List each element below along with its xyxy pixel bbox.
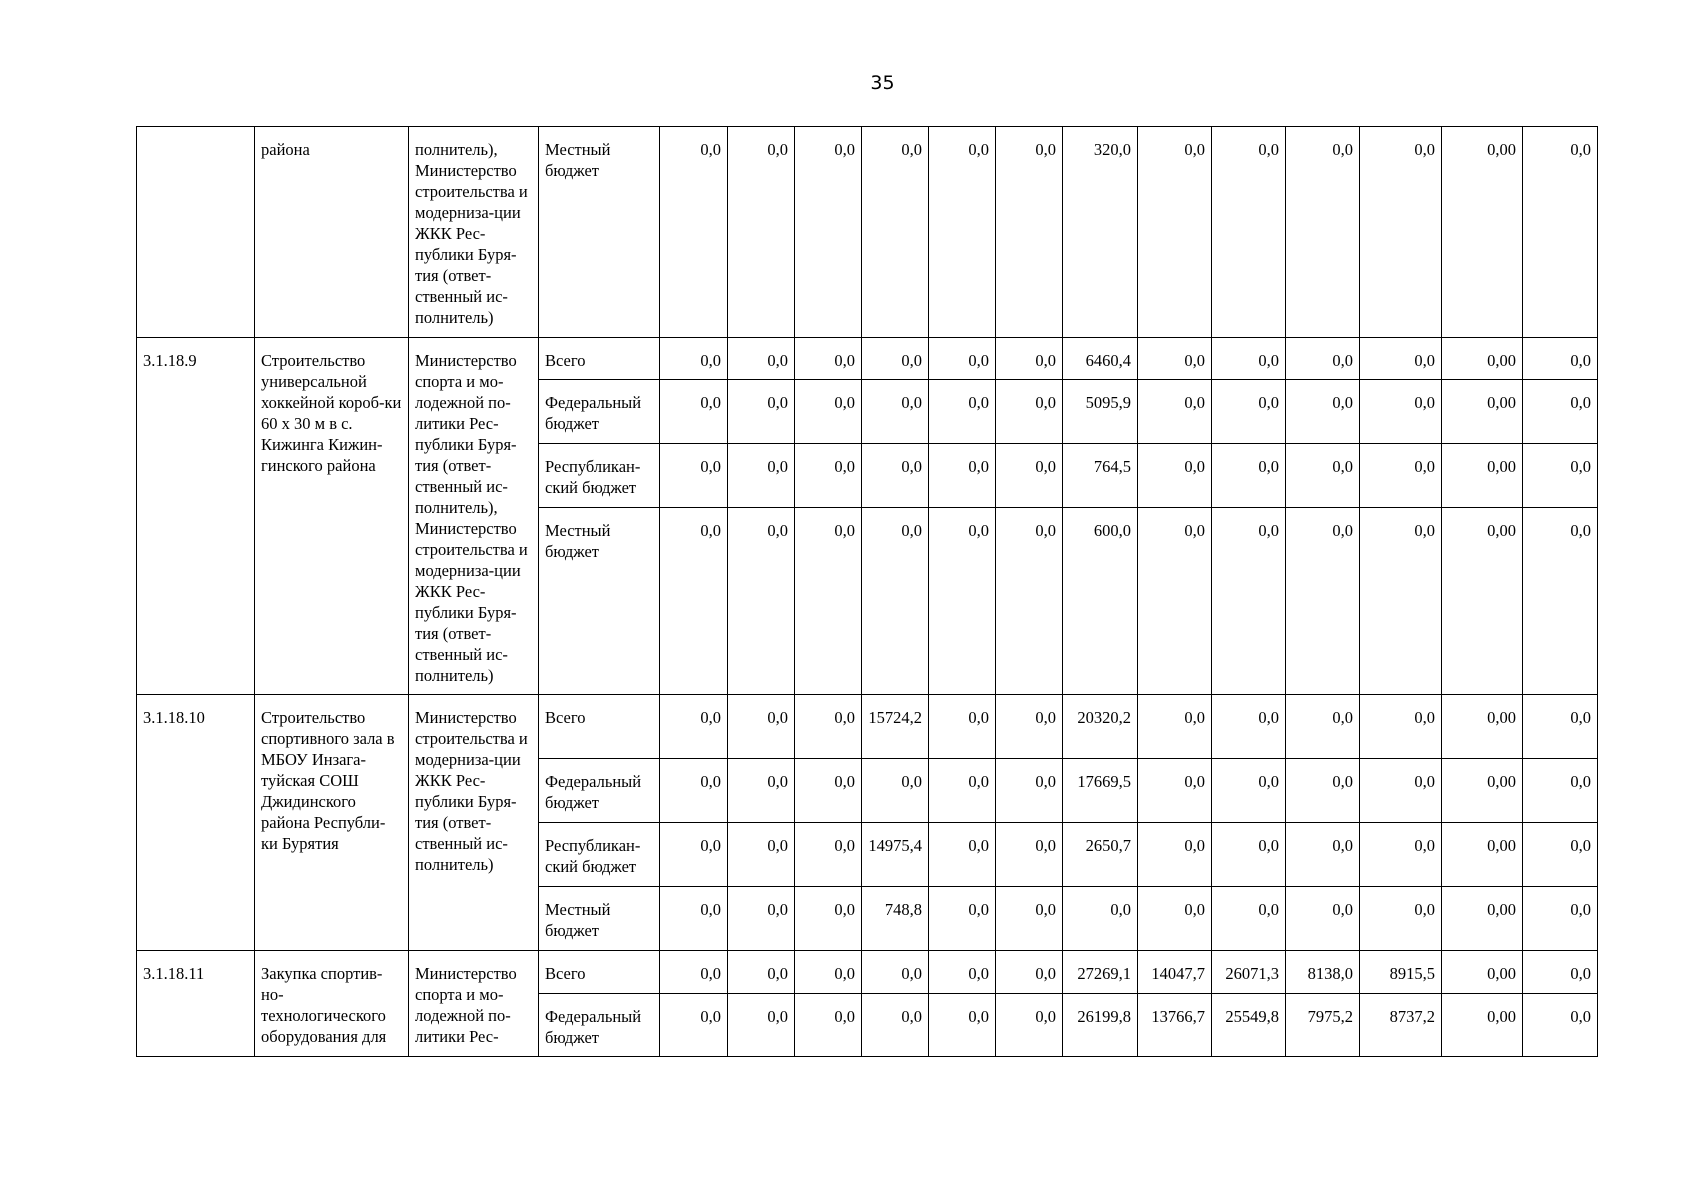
amount-cell: 0,0 <box>1138 759 1212 823</box>
amount-cell: 0,0 <box>795 508 862 695</box>
amount-cell: 8737,2 <box>1360 994 1442 1057</box>
item-code <box>137 127 255 338</box>
amount-cell: 0,00 <box>1442 951 1523 994</box>
amount-cell: 0,0 <box>795 380 862 444</box>
amount-cell: 0,0 <box>1360 380 1442 444</box>
amount-cell: 0,0 <box>1360 444 1442 508</box>
amount-cell: 17669,5 <box>1063 759 1138 823</box>
amount-cell: 0,0 <box>1063 887 1138 951</box>
amount-cell: 0,0 <box>1212 380 1286 444</box>
amount-cell: 0,0 <box>1360 695 1442 759</box>
amount-cell: 0,0 <box>1138 823 1212 887</box>
amount-cell: 0,0 <box>1360 508 1442 695</box>
amount-cell: 0,0 <box>1286 127 1360 338</box>
funding-source: Всего <box>539 695 660 759</box>
amount-cell: 748,8 <box>862 887 929 951</box>
amount-cell: 0,0 <box>660 444 728 508</box>
amount-cell: 0,00 <box>1442 823 1523 887</box>
amount-cell: 0,0 <box>862 994 929 1057</box>
amount-cell: 0,0 <box>1212 887 1286 951</box>
table-row <box>137 695 1598 759</box>
amount-cell: 0,0 <box>1212 823 1286 887</box>
amount-cell: 0,0 <box>929 338 996 380</box>
amount-cell: 0,0 <box>1212 444 1286 508</box>
amount-cell: 0,0 <box>728 951 795 994</box>
amount-cell: 0,0 <box>929 759 996 823</box>
amount-cell: 0,00 <box>1442 994 1523 1057</box>
amount-cell: 0,0 <box>929 127 996 338</box>
amount-cell: 0,00 <box>1442 759 1523 823</box>
amount-cell: 0,0 <box>795 759 862 823</box>
amount-cell: 320,0 <box>1063 127 1138 338</box>
amount-cell: 0,0 <box>795 994 862 1057</box>
amount-cell: 0,0 <box>1212 695 1286 759</box>
amount-cell: 0,0 <box>862 508 929 695</box>
amount-cell: 0,0 <box>1360 759 1442 823</box>
amount-cell: 0,0 <box>929 695 996 759</box>
amount-cell: 0,0 <box>1212 759 1286 823</box>
amount-cell: 0,0 <box>1286 380 1360 444</box>
amount-cell: 0,0 <box>929 994 996 1057</box>
amount-cell: 0,0 <box>1523 695 1598 759</box>
amount-cell: 0,00 <box>1442 444 1523 508</box>
amount-cell: 0,0 <box>1212 127 1286 338</box>
table-row <box>137 127 1598 338</box>
amount-cell: 0,0 <box>728 338 795 380</box>
amount-cell: 0,0 <box>996 127 1063 338</box>
funding-source: Местный бюджет <box>539 887 660 951</box>
amount-cell: 0,0 <box>1138 127 1212 338</box>
amount-cell: 0,0 <box>795 695 862 759</box>
amount-cell: 0,0 <box>1138 887 1212 951</box>
funding-source: Республикан-ский бюджет <box>539 823 660 887</box>
amount-cell: 0,0 <box>1286 887 1360 951</box>
amount-cell: 0,00 <box>1442 887 1523 951</box>
item-executor: Министерство спорта и мо-лодежной по-литики Рес-публики Буря-тия (ответ-ственный ис-полнитель), Министерство строительства и модерниза-ции ЖКК Рес-публики Буря-тия (ответ-ственный ис-полнитель) <box>409 338 539 695</box>
amount-cell: 8138,0 <box>1286 951 1360 994</box>
funding-source: Федеральный бюджет <box>539 380 660 444</box>
funding-source: Всего <box>539 338 660 380</box>
amount-cell: 0,0 <box>795 338 862 380</box>
amount-cell: 0,0 <box>660 951 728 994</box>
funding-source: Всего <box>539 951 660 994</box>
amount-cell: 764,5 <box>1063 444 1138 508</box>
amount-cell: 26071,3 <box>1212 951 1286 994</box>
amount-cell: 0,0 <box>660 380 728 444</box>
amount-cell: 0,0 <box>1360 338 1442 380</box>
amount-cell: 0,0 <box>1138 508 1212 695</box>
amount-cell: 0,0 <box>862 759 929 823</box>
amount-cell: 14975,4 <box>862 823 929 887</box>
amount-cell: 0,0 <box>1523 338 1598 380</box>
amount-cell: 0,0 <box>728 127 795 338</box>
amount-cell: 0,0 <box>996 951 1063 994</box>
item-executor: Министерство строительства и модерниза-ции ЖКК Рес-публики Буря-тия (ответ-ственный ис-полнитель) <box>409 695 539 951</box>
amount-cell: 0,0 <box>1523 444 1598 508</box>
amount-cell: 0,0 <box>996 508 1063 695</box>
amount-cell: 0,00 <box>1442 338 1523 380</box>
amount-cell: 0,0 <box>1212 508 1286 695</box>
amount-cell: 0,00 <box>1442 508 1523 695</box>
amount-cell: 0,0 <box>1286 759 1360 823</box>
amount-cell: 7975,2 <box>1286 994 1360 1057</box>
amount-cell: 6460,4 <box>1063 338 1138 380</box>
amount-cell: 0,0 <box>929 444 996 508</box>
amount-cell: 0,0 <box>996 759 1063 823</box>
amount-cell: 600,0 <box>1063 508 1138 695</box>
amount-cell: 0,0 <box>862 951 929 994</box>
amount-cell: 0,0 <box>1212 338 1286 380</box>
amount-cell: 0,0 <box>1523 994 1598 1057</box>
item-executor: Министерство спорта и мо-лодежной по-литики Рес- <box>409 951 539 1057</box>
funding-source: Республикан-ский бюджет <box>539 444 660 508</box>
amount-cell: 0,0 <box>728 695 795 759</box>
budget-table <box>136 126 1598 1057</box>
amount-cell: 0,0 <box>728 508 795 695</box>
item-name: Строительство универсальной хоккейной короб-ки 60 х 30 м в с. Кижинга Кижин-гинского района <box>255 338 409 695</box>
amount-cell: 0,0 <box>1523 127 1598 338</box>
amount-cell: 13766,7 <box>1138 994 1212 1057</box>
amount-cell: 0,0 <box>1360 127 1442 338</box>
amount-cell: 0,0 <box>1138 695 1212 759</box>
amount-cell: 15724,2 <box>862 695 929 759</box>
table-row <box>137 338 1598 380</box>
amount-cell: 0,0 <box>660 759 728 823</box>
amount-cell: 0,0 <box>1523 951 1598 994</box>
funding-source: Федеральный бюджет <box>539 994 660 1057</box>
amount-cell: 0,0 <box>660 338 728 380</box>
amount-cell: 0,0 <box>660 994 728 1057</box>
amount-cell: 0,0 <box>728 380 795 444</box>
amount-cell: 0,0 <box>728 759 795 823</box>
amount-cell: 0,0 <box>1286 444 1360 508</box>
amount-cell: 0,0 <box>795 823 862 887</box>
amount-cell: 0,0 <box>728 444 795 508</box>
amount-cell: 0,0 <box>795 444 862 508</box>
amount-cell: 0,0 <box>1360 823 1442 887</box>
amount-cell: 5095,9 <box>1063 380 1138 444</box>
amount-cell: 0,0 <box>1286 338 1360 380</box>
amount-cell: 0,00 <box>1442 695 1523 759</box>
amount-cell: 0,0 <box>929 823 996 887</box>
amount-cell: 0,0 <box>660 887 728 951</box>
amount-cell: 0,0 <box>1360 887 1442 951</box>
table-row <box>137 951 1598 994</box>
item-name: Строительство спортивного зала в МБОУ Инзага-туйская СОШ Джидинского района Республи-ки Бурятия <box>255 695 409 951</box>
amount-cell: 0,0 <box>1523 380 1598 444</box>
item-name: района <box>255 127 409 338</box>
amount-cell: 0,0 <box>996 695 1063 759</box>
amount-cell: 0,0 <box>1523 887 1598 951</box>
amount-cell: 8915,5 <box>1360 951 1442 994</box>
amount-cell: 25549,8 <box>1212 994 1286 1057</box>
amount-cell: 0,0 <box>862 380 929 444</box>
amount-cell: 0,0 <box>1138 338 1212 380</box>
amount-cell: 0,0 <box>996 380 1063 444</box>
amount-cell: 0,0 <box>1523 759 1598 823</box>
amount-cell: 0,0 <box>1286 823 1360 887</box>
amount-cell: 0,0 <box>862 338 929 380</box>
amount-cell: 0,0 <box>728 823 795 887</box>
amount-cell: 0,0 <box>996 338 1063 380</box>
amount-cell: 26199,8 <box>1063 994 1138 1057</box>
amount-cell: 0,0 <box>929 380 996 444</box>
amount-cell: 0,0 <box>660 695 728 759</box>
amount-cell: 0,0 <box>795 127 862 338</box>
item-code: 3.1.18.11 <box>137 951 255 1057</box>
amount-cell: 0,0 <box>728 994 795 1057</box>
amount-cell: 0,00 <box>1442 127 1523 338</box>
amount-cell: 0,0 <box>862 444 929 508</box>
funding-source: Местный бюджет <box>539 127 660 338</box>
amount-cell: 0,0 <box>996 444 1063 508</box>
item-name: Закупка спортив-но-технологического оборудования для <box>255 951 409 1057</box>
amount-cell: 0,0 <box>660 823 728 887</box>
item-executor: полнитель), Министерство строительства и модерниза-ции ЖКК Рес-публики Буря-тия (ответ-ственный ис-полнитель) <box>409 127 539 338</box>
amount-cell: 0,0 <box>1138 444 1212 508</box>
amount-cell: 0,0 <box>1523 508 1598 695</box>
amount-cell: 0,00 <box>1442 380 1523 444</box>
amount-cell: 0,0 <box>1286 695 1360 759</box>
amount-cell: 20320,2 <box>1063 695 1138 759</box>
amount-cell: 0,0 <box>1286 508 1360 695</box>
amount-cell: 0,0 <box>929 508 996 695</box>
amount-cell: 0,0 <box>996 994 1063 1057</box>
funding-source: Федеральный бюджет <box>539 759 660 823</box>
item-code: 3.1.18.9 <box>137 338 255 695</box>
amount-cell: 27269,1 <box>1063 951 1138 994</box>
amount-cell: 0,0 <box>929 887 996 951</box>
amount-cell: 0,0 <box>660 508 728 695</box>
amount-cell: 0,0 <box>996 887 1063 951</box>
amount-cell: 2650,7 <box>1063 823 1138 887</box>
amount-cell: 0,0 <box>929 951 996 994</box>
page-number: 35 <box>870 72 895 94</box>
amount-cell: 0,0 <box>728 887 795 951</box>
amount-cell: 0,0 <box>1138 380 1212 444</box>
amount-cell: 0,0 <box>996 823 1063 887</box>
amount-cell: 0,0 <box>795 951 862 994</box>
amount-cell: 0,0 <box>795 887 862 951</box>
amount-cell: 0,0 <box>862 127 929 338</box>
amount-cell: 14047,7 <box>1138 951 1212 994</box>
amount-cell: 0,0 <box>1523 823 1598 887</box>
amount-cell: 0,0 <box>660 127 728 338</box>
item-code: 3.1.18.10 <box>137 695 255 951</box>
funding-source: Местный бюджет <box>539 508 660 695</box>
